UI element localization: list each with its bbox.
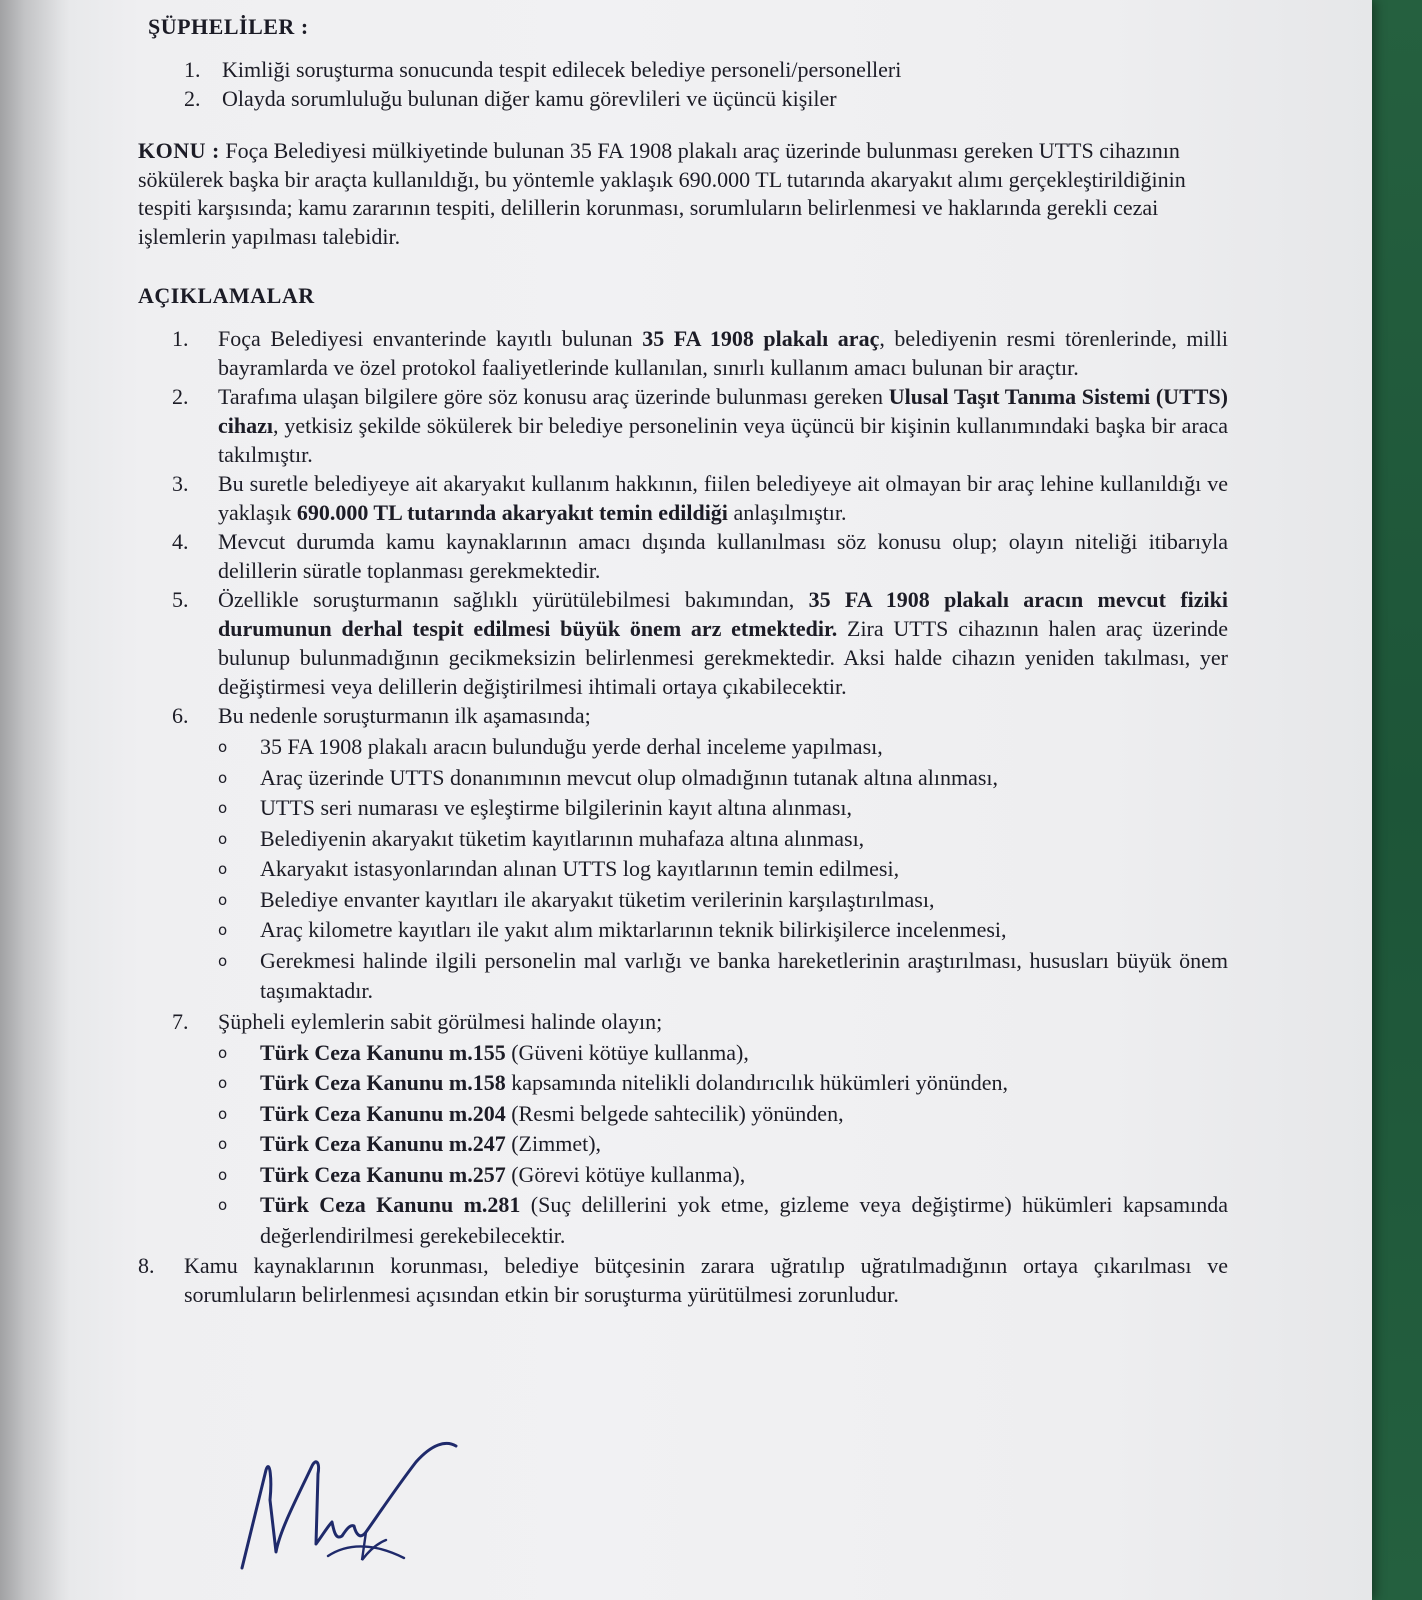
law-description: (Zimmet), (505, 1131, 602, 1156)
bullet-marker: o (218, 738, 228, 756)
law-description: (Güveni kötüye kullanma), (505, 1039, 749, 1065)
bullet-item (218, 1068, 1228, 1099)
law-reference: Türk Ceza Kanunu m.257 (260, 1161, 506, 1187)
list-number: 1. (172, 326, 189, 351)
list-item (184, 84, 1228, 113)
law-description: kapsamında nitelikli dolandırıcılık hükümleri yönünden, (505, 1070, 1008, 1095)
text-run: Özellikle soruşturmanın sağlıklı yürütülebilmesi bakımından, (218, 587, 809, 612)
list-text (218, 701, 1228, 1007)
list-text (218, 585, 1228, 701)
bullet-text: Gerekmesi halinde ilgili personelin mal varlığı ve banka hareketlerinin araştırılması, hususları büyük önem taşımaktadır. (260, 947, 1228, 1003)
bullet-list (218, 732, 1228, 1007)
text-run: anlaşılmıştır. (727, 500, 847, 525)
law-reference: Türk Ceza Kanunu m.158 (260, 1070, 506, 1095)
bullet-text (260, 1038, 1228, 1069)
bullet-text: UTTS seri numarası ve eşleştirme bilgilerinin kayıt altına alınması, (260, 795, 853, 820)
list-text: Olayda sorumluluğu bulunan diğer kamu görevlileri ve üçüncü kişiler (222, 86, 837, 111)
list-number: 4. (172, 529, 189, 554)
bullet-item (218, 763, 1228, 794)
suspects-heading: ŞÜPHELİLER : (148, 14, 309, 39)
list-number: 7. (172, 1008, 189, 1034)
list-text (218, 382, 1228, 469)
bullet-marker: o (218, 860, 228, 878)
explanation-item-6 (172, 701, 1228, 1007)
text-run: Zira UTTS cihazının halen araç üzerinde bulunup bulunmadığının gecikmeksizin belirlenmesi gerekmektedir. Aksi halde cihazın yeniden takılması, yer değiştirmesi veya delillerin değiştirilmesi ihtimali ortaya çıkabilecektir. (218, 616, 1228, 699)
bullet-text: Akaryakıt istasyonlarından alınan UTTS log kayıtlarının temin edilmesi, (260, 856, 900, 881)
list-text (218, 324, 1228, 382)
explanations-list (138, 324, 1228, 1309)
bullet-text: Araç kilometre kayıtları ile yakıt alım miktarlarının teknik bilirkişilerce incelenmesi, (260, 917, 1007, 942)
bullet-text (260, 1190, 1228, 1251)
bullet-marker: o (218, 1196, 228, 1214)
bullet-item (218, 1099, 1228, 1130)
explanation-item-5 (172, 585, 1228, 701)
law-description: (Suç delillerini yok etme, gizleme veya değiştirme) hükümleri kapsamında değerlendirilmesi gerekebilecektir. (260, 1192, 1228, 1248)
bullet-marker: o (218, 1135, 228, 1153)
bullet-marker: o (218, 768, 228, 787)
subject-label: KONU : (138, 138, 220, 163)
text-run: Bu suretle belediyeye ait akaryakıt kullanım hakkının, fiilen belediyeye ait olmayan bir araç lehine kullanıldığı ve yaklaşık (218, 471, 1228, 525)
law-bullet-list (218, 1038, 1228, 1252)
bullet-item (218, 1038, 1228, 1069)
bullet-marker: o (218, 799, 228, 817)
bullet-text: Belediyenin akaryakıt tüketim kayıtlarının muhafaza altına alınması, (260, 825, 865, 851)
bullet-marker: o (218, 921, 228, 939)
list-text: Mevcut durumda kamu kaynaklarının amacı dışında kullanılması söz konusu olup; olayın niteliği itibarıyla delillerin süratle toplanması gerekmektedir. (218, 529, 1228, 583)
bold-text: 35 FA 1908 plakalı araç (642, 326, 880, 351)
bullet-item (218, 1160, 1228, 1191)
text-run: , yetkisiz şekilde sökülerek bir belediye personelinin veya üçüncü bir kişinin kullanımındaki başka bir araca takılmıştır. (218, 413, 1228, 467)
bullet-marker: o (218, 1165, 228, 1184)
bullet-marker: o (218, 951, 228, 970)
bullet-text (260, 1068, 1228, 1099)
law-reference: Türk Ceza Kanunu m.155 (260, 1039, 506, 1065)
law-reference: Türk Ceza Kanunu m.281 (260, 1192, 521, 1217)
law-description: (Resmi belgede sahtecilik) yönünden, (505, 1100, 844, 1126)
list-number: 2. (184, 86, 201, 111)
bullet-text: Araç üzerinde UTTS donanımının mevcut olup olmadığının tutanak altına alınması, (260, 764, 999, 790)
bullet-item (218, 793, 1228, 824)
list-number: 1. (184, 57, 201, 82)
text-run: Tarafıma ulaşan bilgilere göre söz konusu araç üzerinde bulunması gereken (218, 384, 889, 409)
page-shadow (0, 0, 70, 1600)
list-number: 2. (172, 384, 189, 409)
text-run: , belediyenin resmi törenlerinde, milli bayramlarda ve özel protokol faaliyetlerinde kullanılan, sınırlı kullanım amacı bulunan bir araçtır. (218, 326, 1228, 380)
list-number: 5. (172, 587, 189, 612)
bullet-item (218, 732, 1228, 763)
explanation-item-4 (172, 527, 1228, 585)
list-number: 3. (172, 471, 189, 496)
bold-text: 690.000 TL tutarında akaryakıt temin edildiği (296, 500, 728, 525)
subject-paragraph (138, 137, 1228, 251)
document-body (138, 12, 1228, 1309)
bullet-marker: o (218, 890, 228, 909)
explanation-item-8 (138, 1251, 1228, 1309)
bullet-text (260, 1099, 1228, 1130)
bullet-text (260, 1129, 1228, 1160)
list-item (184, 55, 1228, 84)
bold-text: Ulusal Taşıt Tanıma Sistemi (UTTS) cihazı (218, 384, 1228, 438)
bold-text: 35 FA 1908 plakalı aracın mevcut fiziki durumunun derhal tespit edilmesi büyük önem arz etmektedir. (218, 587, 1228, 641)
bullet-text (260, 1160, 1228, 1191)
law-reference: Türk Ceza Kanunu m.247 (260, 1131, 506, 1156)
explanation-item-7 (172, 1007, 1228, 1252)
suspects-list (138, 55, 1228, 113)
explanation-item-3 (172, 469, 1228, 527)
bullet-item (218, 946, 1228, 1007)
bullet-item (218, 1190, 1228, 1251)
bullet-marker: o (218, 1104, 228, 1123)
bullet-marker: o (218, 1043, 228, 1062)
bullet-item (218, 885, 1228, 916)
law-description: (Görevi kötüye kullanma), (505, 1161, 746, 1187)
list-number: 6. (172, 703, 189, 728)
list-number: 8. (138, 1253, 155, 1278)
bullet-item (218, 1129, 1228, 1160)
bullet-item (218, 854, 1228, 885)
item-intro: Bu nedenle soruşturmanın ilk aşamasında; (218, 703, 591, 728)
bullet-marker: o (218, 1074, 228, 1092)
list-text: Kimliği soruşturma sonucunda tespit edilecek belediye personeli/personelleri (222, 57, 902, 82)
list-text: Kamu kaynaklarının korunması, belediye bütçesinin zarara uğratılıp uğratılmadığının ortaya çıkarılması ve sorumluların belirlenmesi açısından etkin bir soruşturma yürütülmesi zorunludur. (184, 1253, 1228, 1307)
law-reference: Türk Ceza Kanunu m.204 (260, 1100, 506, 1126)
list-text (218, 1007, 1228, 1252)
bullet-marker: o (218, 829, 228, 848)
explanations-heading: AÇIKLAMALAR (138, 283, 315, 308)
bullet-item (218, 824, 1228, 855)
bullet-text: 35 FA 1908 plakalı aracın bulunduğu yerde derhal inceleme yapılması, (260, 734, 883, 759)
handwritten-signature (236, 1440, 476, 1580)
bullet-item (218, 915, 1228, 946)
explanation-item-1 (172, 324, 1228, 382)
bullet-text: Belediye envanter kayıtları ile akaryakıt tüketim verilerinin karşılaştırılması, (260, 886, 935, 912)
list-text (218, 469, 1228, 527)
explanation-item-2 (172, 382, 1228, 469)
text-run: Foça Belediyesi envanterinde kayıtlı bulunan (218, 326, 643, 351)
subject-text: Foça Belediyesi mülkiyetinde bulunan 35 FA 1908 plakalı araç üzerinde bulunması gereken UTTS cihazının sökülerek başka bir araçta kullanıldığı, bu yöntemle yaklaşık 690.000 TL tutarında akaryakıt alımı gerçekleştirildiğinin tespiti karşısında; kamu zararının tespiti, delillerin korunması, sorumluların belirlenmesi ve haklarında gerekli cezai işlemlerin yapılması talebidir. (138, 138, 1186, 249)
item-intro: Şüpheli eylemlerin sabit görülmesi halinde olayın; (218, 1008, 663, 1034)
